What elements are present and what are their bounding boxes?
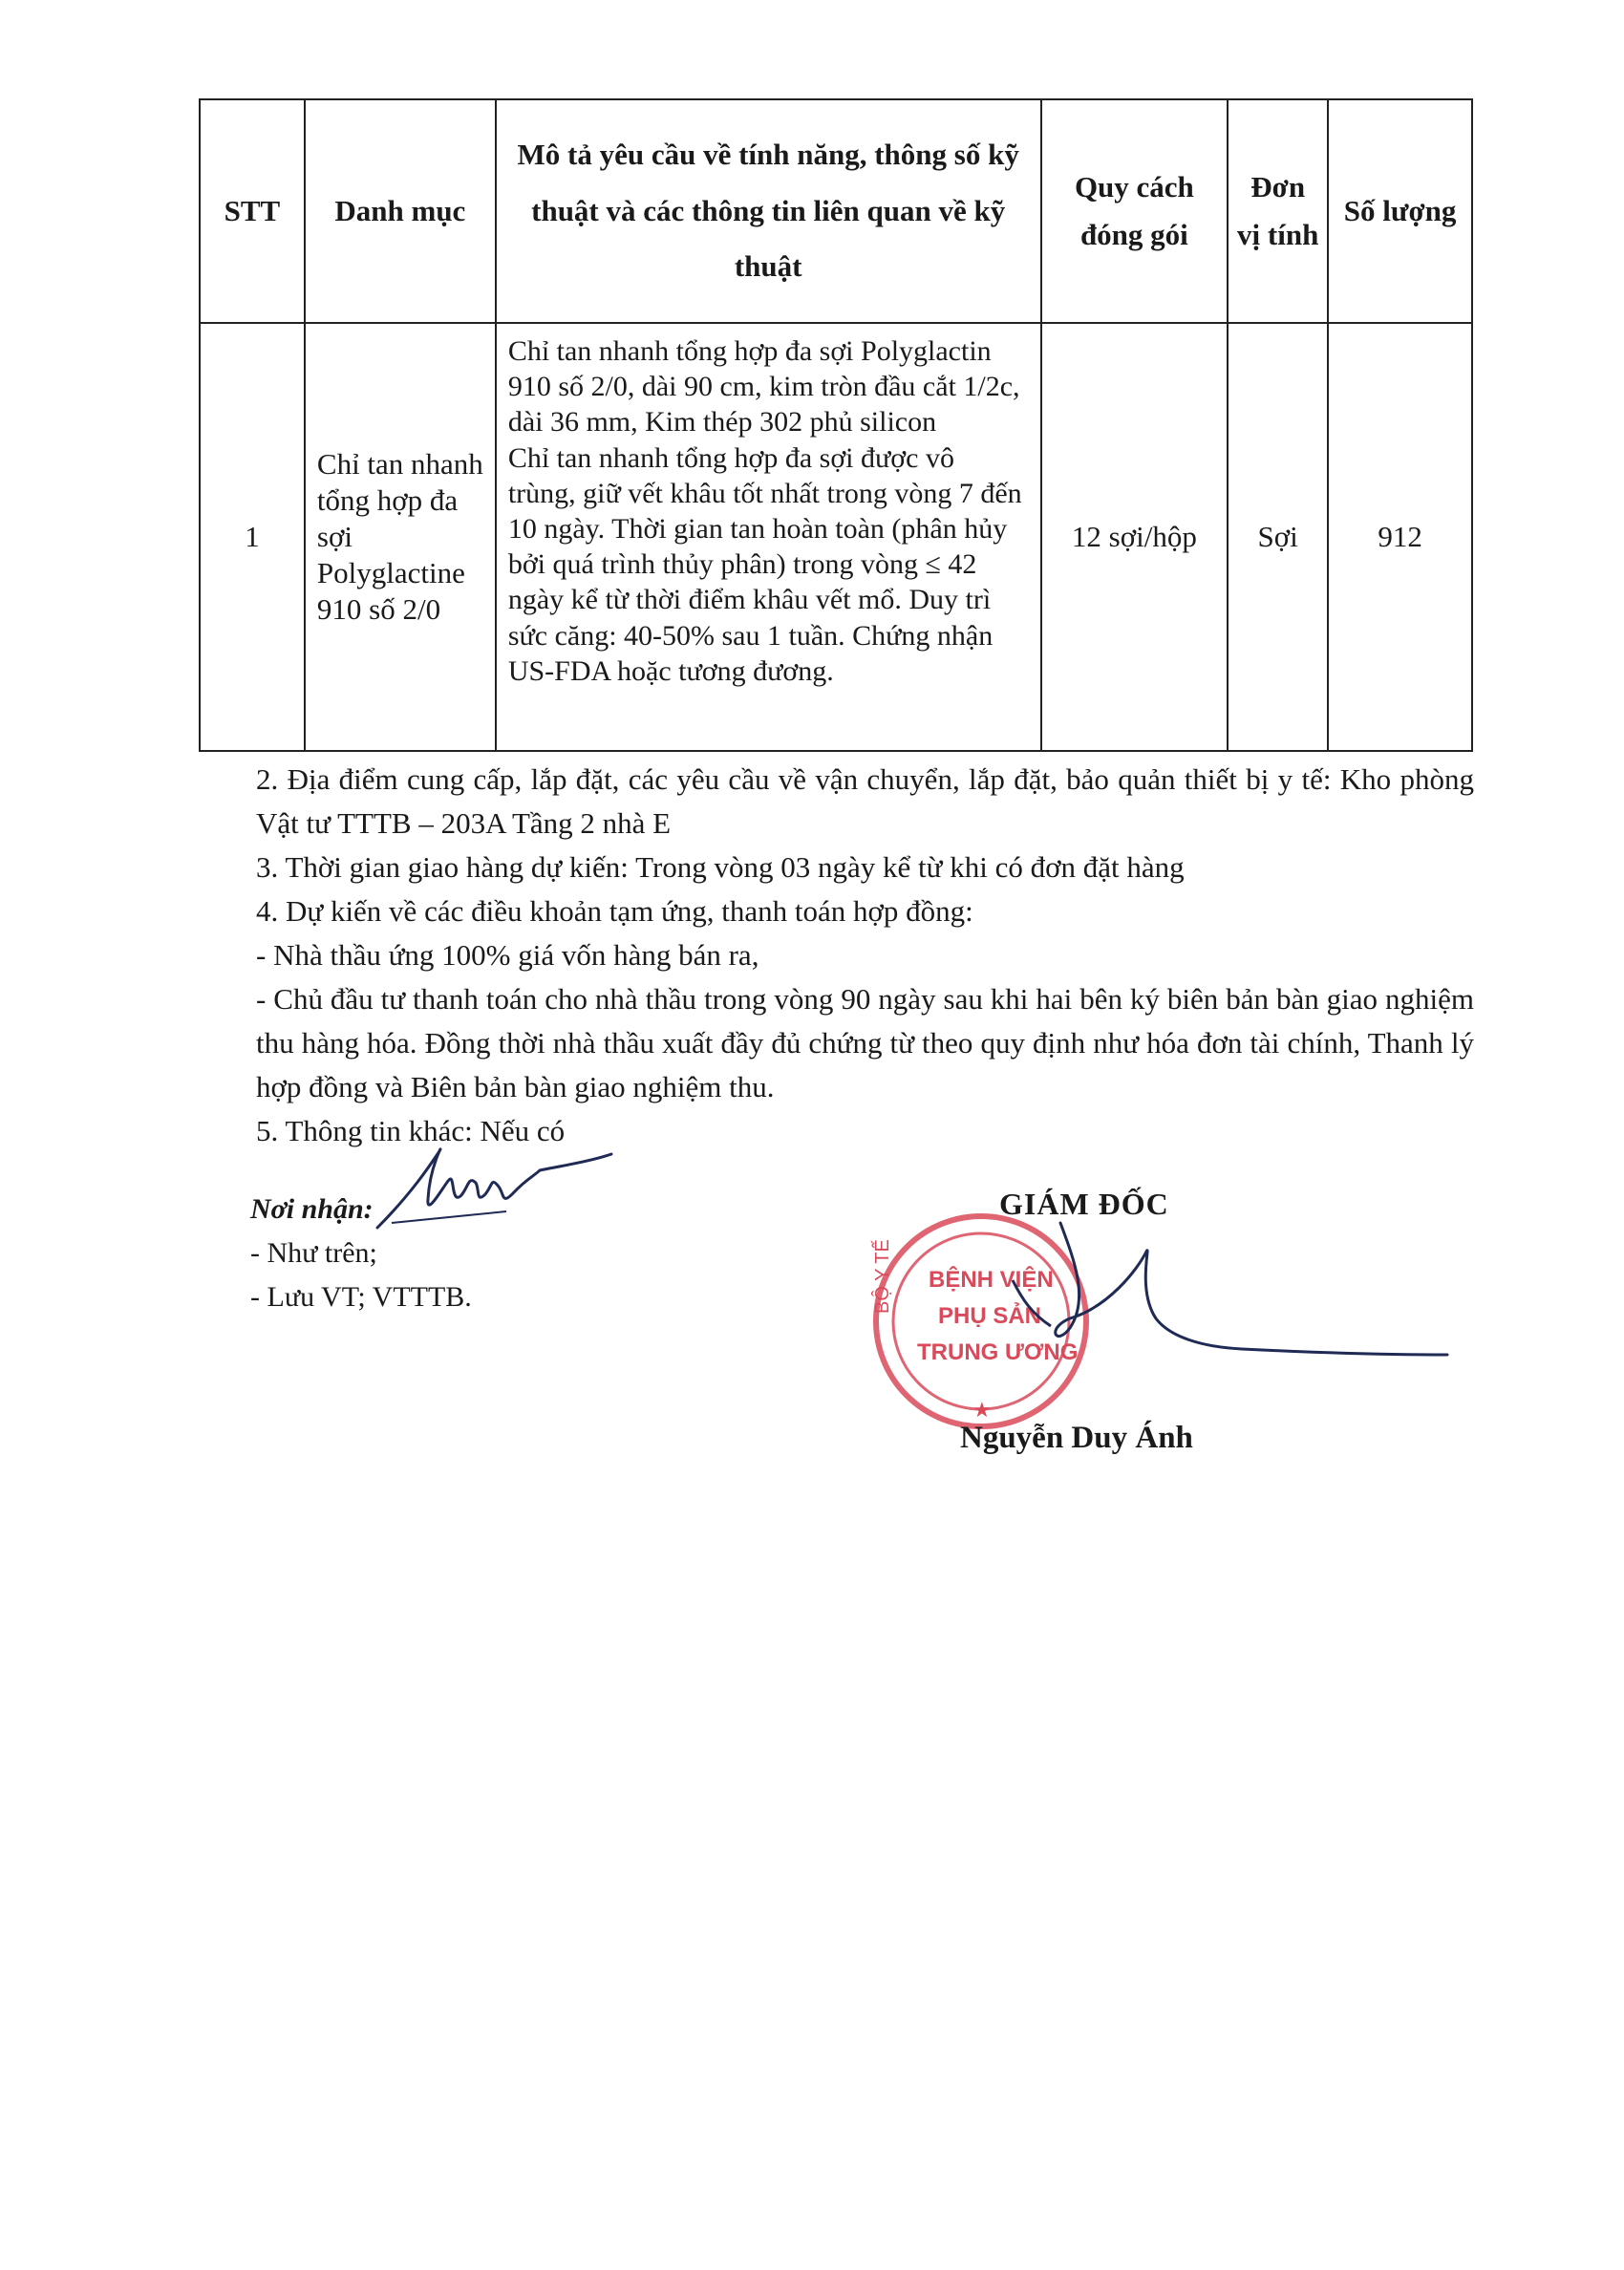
svg-text:PHỤ SẢN: PHỤ SẢN bbox=[938, 1303, 1042, 1329]
term-advance: - Nhà thầu ứng 100% giá vốn hàng bán ra, bbox=[256, 938, 759, 972]
row-packaging: 12 sợi/hộp bbox=[1041, 323, 1229, 751]
svg-text:BỘ Y TẾ: BỘ Y TẾ bbox=[872, 1239, 893, 1314]
header-description: Mô tả yêu cầu về tính năng, thông số kỹ thuật và các thông tin liên quan về kỹ thuật bbox=[496, 99, 1041, 323]
director-title: GIÁM ĐỐC bbox=[999, 1187, 1169, 1221]
header-packaging: Quy cách đóng gói bbox=[1041, 99, 1229, 323]
recipient-line-2: - Lưu VT; VTTTB. bbox=[250, 1281, 472, 1313]
header-unit: Đơn vị tính bbox=[1228, 99, 1328, 323]
row-category: Chỉ tan nhanh tổng hợp đa sợi Polyglactine 910 số 2/0 bbox=[305, 323, 496, 751]
table-row bbox=[200, 323, 1472, 751]
term-payment-heading: 4. Dự kiến về các điều khoản tạm ứng, thanh toán hợp đồng: bbox=[256, 894, 973, 928]
row-unit: Sợi bbox=[1228, 323, 1328, 751]
term-other: 5. Thông tin khác: Nếu có bbox=[256, 1114, 566, 1147]
terms-section bbox=[256, 758, 1474, 1153]
row-stt: 1 bbox=[200, 323, 305, 751]
recipient-line-1: - Như trên; bbox=[250, 1237, 377, 1269]
svg-text:★: ★ bbox=[972, 1399, 992, 1423]
initial-signature bbox=[373, 1127, 621, 1242]
header-stt: STT bbox=[200, 99, 305, 323]
table-header-row bbox=[200, 99, 1472, 323]
header-category: Danh mục bbox=[305, 99, 496, 323]
svg-text:BỆNH VIỆN: BỆNH VIỆN bbox=[929, 1267, 1054, 1293]
recipient-label: Nơi nhận: bbox=[250, 1193, 374, 1225]
director-signature bbox=[955, 1213, 1471, 1376]
header-quantity: Số lượng bbox=[1328, 99, 1472, 323]
svg-text:TRUNG ƯƠNG: TRUNG ƯƠNG bbox=[917, 1339, 1079, 1365]
specification-table bbox=[199, 98, 1473, 752]
director-name: Nguyễn Duy Ánh bbox=[960, 1421, 1193, 1455]
term-payment: - Chủ đầu tư thanh toán cho nhà thầu trong vòng 90 ngày sau khi hai bên ký biên bản bàn giao nghiệm thu hàng hóa. Đồng thời nhà thầu xuất đầy đủ chứng từ theo quy định như hóa đơn tài chính, Thanh lý hợp đồng và Biên bản bàn giao nghiệm thu. bbox=[256, 982, 1474, 1103]
term-delivery-location: 2. Địa điểm cung cấp, lắp đặt, các yêu cầu về vận chuyển, lắp đặt, bảo quản thiết bị y tế: Kho phòng Vật tư TTTB – 203A Tầng 2 nhà E bbox=[256, 762, 1474, 840]
row-quantity: 912 bbox=[1328, 323, 1472, 751]
term-delivery-time: 3. Thời gian giao hàng dự kiến: Trong vòng 03 ngày kể từ khi có đơn đặt hàng bbox=[256, 850, 1185, 884]
row-description: Chỉ tan nhanh tổng hợp đa sợi Polyglactin 910 số 2/0, dài 90 cm, kim tròn đầu cắt 1/2c, dài 36 mm, Kim thép 302 phủ silicon Chỉ tan nhanh tổng hợp đa sợi được vô trùng, giữ vết khâu tốt nhất trong vòng 7 đến 10 ngày. Thời gian tan hoàn toàn (phân hủy bởi quá trình thủy phân) trong vòng ≤ 42 ngày kể từ thời điểm khâu vết mổ. Duy trì sức căng: 40-50% sau 1 tuần. Chứng nhận US-FDA hoặc tương đương. bbox=[496, 323, 1041, 751]
